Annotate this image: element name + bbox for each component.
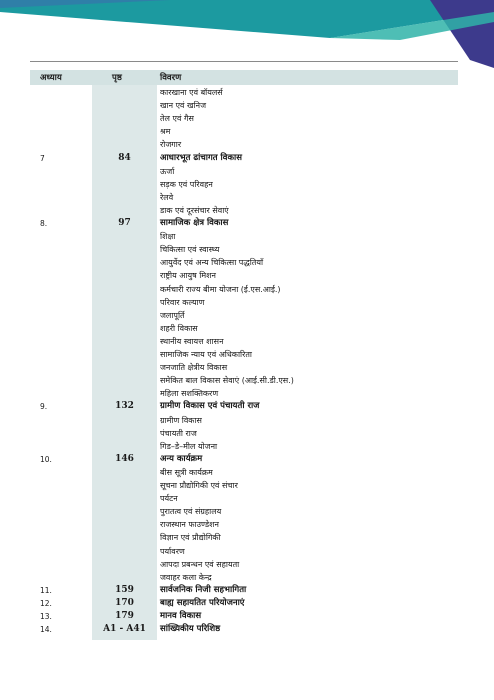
section-item: परिवार कल्याण bbox=[160, 297, 205, 307]
chapter-title: मानव विकास bbox=[160, 611, 202, 621]
table-row bbox=[30, 361, 458, 374]
decorative-banner bbox=[0, 0, 494, 70]
chapter-number: 7 bbox=[40, 153, 45, 163]
section-item: आपदा प्रबन्धन एवं सहायता bbox=[160, 559, 240, 569]
table-row bbox=[30, 453, 458, 466]
page-number: 84 bbox=[118, 152, 131, 163]
section-item: खान एवं खनिज bbox=[160, 101, 207, 111]
table-row bbox=[30, 322, 458, 335]
table-row bbox=[30, 204, 458, 217]
banner-purple-right bbox=[430, 0, 494, 68]
table-row bbox=[30, 414, 458, 427]
table-row bbox=[30, 597, 458, 610]
table-row bbox=[30, 374, 458, 387]
table-row bbox=[30, 283, 458, 296]
table-row bbox=[30, 400, 458, 413]
table-row bbox=[30, 518, 458, 531]
chapter-number: 9. bbox=[40, 402, 48, 412]
page-number: 146 bbox=[115, 453, 134, 464]
table-row bbox=[30, 545, 458, 558]
section-item: आयुर्वेद एवं अन्य चिकित्सा पद्धतियाँ bbox=[160, 258, 264, 268]
section-item: पर्यावरण bbox=[160, 546, 185, 556]
table-row bbox=[30, 191, 458, 204]
chapter-title: बाह्य सहायतित परियोजनाएं bbox=[160, 597, 245, 608]
table-row bbox=[30, 492, 458, 505]
table-row bbox=[30, 335, 458, 348]
section-item: रोजगार bbox=[160, 140, 182, 150]
section-item: तेल एवं गैस bbox=[160, 114, 194, 124]
page-number: 97 bbox=[118, 218, 131, 228]
section-item: विज्ञान एवं प्रौद्योगिकी bbox=[160, 533, 221, 543]
page-number: 132 bbox=[115, 401, 134, 412]
chapter-number: 10. bbox=[40, 454, 52, 464]
section-item: ग्रामीण विकास bbox=[160, 415, 202, 425]
chapter-title: ग्रामीण विकास एवं पंचायती राज bbox=[160, 401, 260, 412]
section-item: श्रम bbox=[160, 127, 171, 137]
section-item: महिला सशक्तिकरण bbox=[160, 389, 219, 399]
table-row bbox=[30, 610, 458, 623]
section-item: जनजाति क्षेत्रीय विकास bbox=[160, 363, 228, 373]
section-item: रेलवे bbox=[160, 192, 174, 202]
table-row bbox=[30, 348, 458, 361]
section-item: सामाजिक न्याय एवं अधिकारिता bbox=[160, 350, 252, 359]
page-number: 159 bbox=[115, 584, 134, 595]
table-row bbox=[30, 571, 458, 584]
table-header bbox=[30, 70, 458, 85]
table-row bbox=[30, 309, 458, 322]
table-row bbox=[30, 243, 458, 256]
table-row bbox=[30, 178, 458, 191]
chapter-title: सांख्यिकीय परिशिष्ठ bbox=[160, 624, 221, 635]
table-row bbox=[30, 217, 458, 230]
page-number: A1 - A41 bbox=[103, 624, 146, 635]
table-row bbox=[30, 86, 458, 99]
section-item: कारखाना एवं बॉयलर्स bbox=[160, 88, 223, 97]
table-row bbox=[30, 152, 458, 165]
chapter-number: 8. bbox=[40, 219, 48, 228]
header-divider bbox=[30, 61, 458, 62]
header-description: विवरण bbox=[160, 73, 182, 83]
section-item: शिक्षा bbox=[160, 232, 176, 242]
table-row bbox=[30, 440, 458, 453]
section-item: डाक एवं दूरसंचार सेवाएं bbox=[160, 205, 229, 215]
chapter-title: आधारभूत ढांचागत विकास bbox=[160, 152, 242, 163]
section-item: सड़क एवं परिवहन bbox=[160, 179, 213, 189]
chapter-number: 11. bbox=[40, 585, 52, 595]
table-row bbox=[30, 387, 458, 400]
section-item: पंचायती राज bbox=[160, 428, 197, 438]
table-row bbox=[30, 269, 458, 282]
table-row bbox=[30, 558, 458, 571]
chapter-title: सार्वजनिक निजी सहभागिता bbox=[160, 584, 247, 595]
section-item: जलापूर्ति bbox=[160, 310, 185, 320]
table-row bbox=[30, 584, 458, 597]
chapter-title: अन्य कार्यक्रम bbox=[160, 453, 203, 464]
table-row bbox=[30, 99, 458, 112]
section-item: राजस्थान फाउण्डेशन bbox=[160, 520, 219, 530]
section-item: समेकित बाल विकास सेवाएं (आई.सी.डी.एस.) bbox=[160, 376, 294, 386]
section-item: पर्यटन bbox=[160, 494, 178, 504]
section-item: स्थानीय स्वायत्त शासन bbox=[160, 336, 224, 346]
section-item: राष्ट्रीय आयुष मिशन bbox=[160, 271, 216, 281]
section-item: कर्मचारी राज्य बीमा योजना (ई.एस.आई.) bbox=[160, 284, 281, 294]
table-row bbox=[30, 296, 458, 309]
table-row bbox=[30, 479, 458, 492]
section-item: शहरी विकास bbox=[160, 323, 198, 333]
table-row bbox=[30, 531, 458, 544]
section-item: पुरातत्व एवं संग्रहालय bbox=[160, 507, 222, 517]
page-number: 170 bbox=[115, 597, 134, 608]
table-row bbox=[30, 505, 458, 518]
page-number: 179 bbox=[115, 611, 134, 621]
section-item: ऊर्जा bbox=[160, 166, 175, 176]
chapter-title: सामाजिक क्षेत्र विकास bbox=[160, 218, 229, 228]
header-page: पृष्ठ bbox=[112, 73, 122, 83]
table-row bbox=[30, 230, 458, 243]
table-row bbox=[30, 165, 458, 178]
table-row bbox=[30, 256, 458, 269]
table-row bbox=[30, 125, 458, 138]
section-item: चिकित्सा एवं स्वास्थ्य bbox=[160, 245, 220, 255]
chapter-number: 14. bbox=[40, 625, 52, 635]
table-row bbox=[30, 427, 458, 440]
section-item: सूचना प्रौद्योगिकी एवं संचार bbox=[160, 481, 238, 490]
table-row bbox=[30, 623, 458, 636]
chapter-number: 12. bbox=[40, 598, 52, 608]
header-chapter: अध्याय bbox=[40, 73, 62, 83]
section-item: जवाहर कला केन्द्र bbox=[160, 572, 212, 582]
table-row bbox=[30, 112, 458, 125]
table-row bbox=[30, 466, 458, 479]
section-item: बीस सूत्री कार्यक्रम bbox=[160, 467, 213, 477]
section-item: गिड–डे–मील योजना bbox=[160, 441, 218, 451]
chapter-number: 13. bbox=[40, 612, 52, 621]
table-row bbox=[30, 138, 458, 151]
